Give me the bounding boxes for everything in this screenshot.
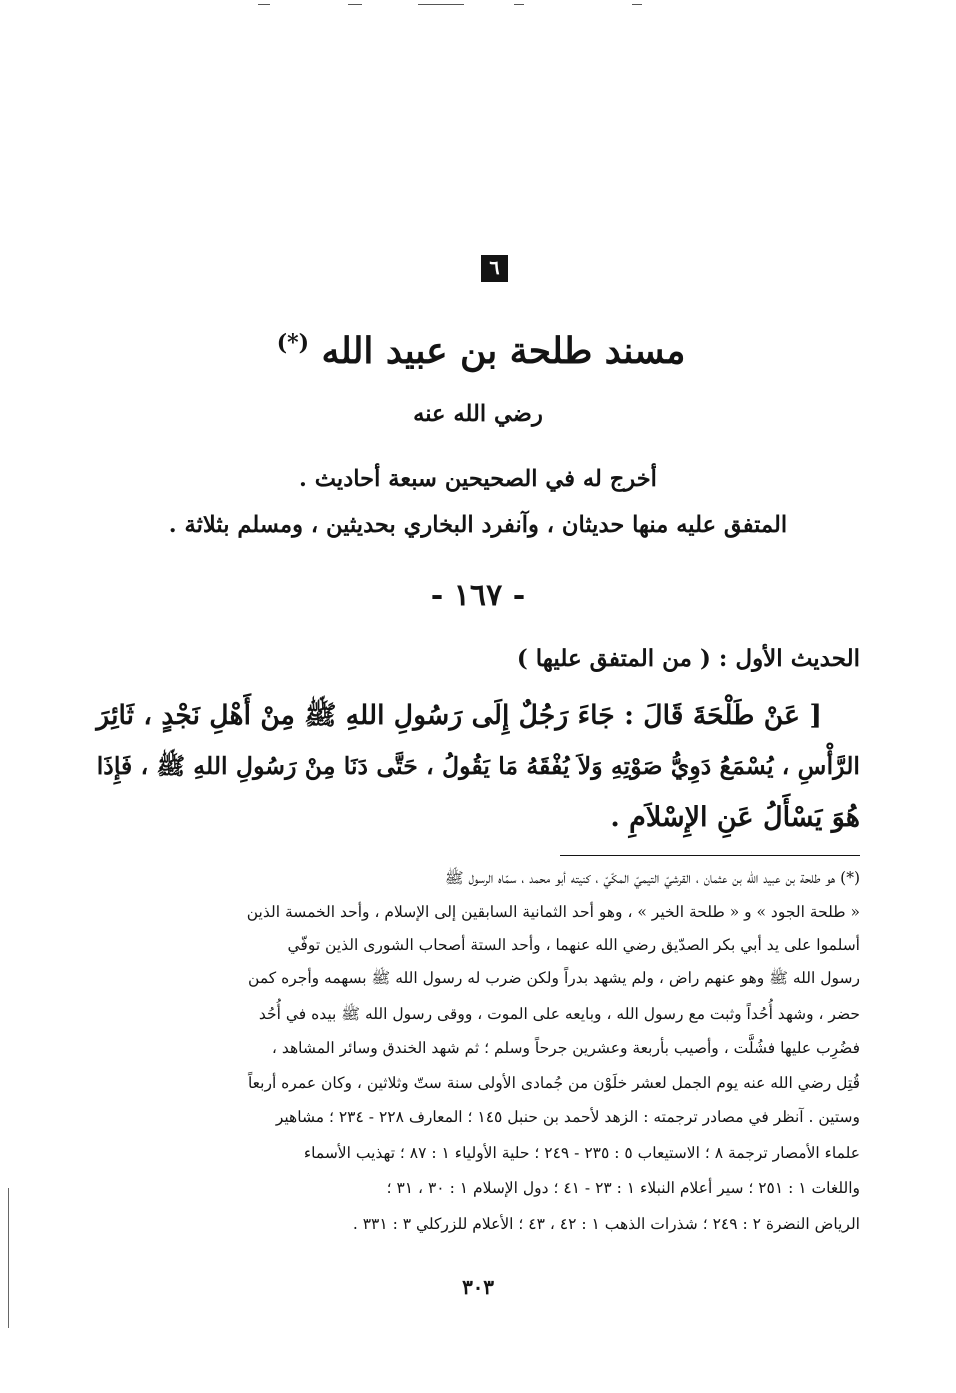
scan-mark-rule: [418, 4, 464, 5]
footnote-separator: [560, 855, 860, 856]
hadith-text-line: هُوَ يَسْأَلُ عَنِ الإِسْلاَمِ .: [610, 802, 860, 833]
footnote-line: واللغات ١ : ٢٥١ ؛ سير أعلام النبلاء ١ : ٢٣ - ٤١ ؛ دول الإسلام ١ : ٣٠ ، ٣١ ؛: [386, 1179, 860, 1197]
scan-edge-line: [8, 1188, 9, 1328]
footnote-line: فضُرِب عليها فشُلَّت ، وأصيب بأربعة وعشرين جرحاً وسلم ؛ ثم شهد الخندق وسائر المشاهد ،: [271, 1039, 860, 1057]
hadith-number: - ١٦٧ -: [430, 578, 526, 613]
footnote-line: « طلحة الجود » و « طلحة الخير » ، وهو أحد الثمانية السابقين إلى الإسلام ، وأحد الخمسة الذين: [246, 903, 860, 921]
footnote-line: أسلموا على يد أبي بكر الصدّيق رضي الله عنهما ، وأحد الستة أصحاب الشورى الذين توفّي: [287, 936, 860, 954]
footnote-line: (*) هو طلحة بن عبيد الله بن عثمان ، القرشيّ التيميّ المكّيّ ، كنيته أبو محمد ، سمّاه الرسول ﷺ: [444, 869, 860, 887]
title-text: مسند طلحة بن عبيد الله: [321, 329, 686, 372]
footnote-line: حضر ، وشهد أُحُداً وثبت مع رسول الله ، وبايعه على الموت ، ووقى رسول الله ﷺ بيده في أُحُد: [258, 1005, 860, 1023]
footnote-line: رسول الله ﷺ وهو عنهم راض ، ولم يشهد بدراً ولكن ضرب له رسول الله ﷺ بسهمه وأجره كمن: [248, 969, 860, 987]
title-footnote-marker: (*): [276, 330, 310, 356]
footnote-line: الرياض النضرة ٢ : ٢٤٩ ؛ شذرات الذهب ١ : ٤٢ ، ٤٣ ؛ الأعلام للزركلي ٣ : ٣٣١ .: [352, 1215, 860, 1233]
hadith-text-line: الرَّأْسِ ، يُسْمَعُ دَوِيُّ صَوْتِهِ وَلاَ يُفْقَهُ مَا يَقُولُ ، حَتَّى دَنَا مِنْ رَسُولِ اللهِ ﷺ ، فَإِذَا: [96, 752, 860, 780]
scan-mark-rule: [258, 4, 270, 5]
page-title: [0, 318, 956, 376]
intro-line: أخرج له في الصحيحين سبعة أحاديث .: [299, 466, 657, 492]
page-number: ٣٠٣: [462, 1275, 494, 1299]
page-subtitle: رضي الله عنه: [413, 401, 543, 427]
chapter-number-badge: ٦: [481, 255, 508, 282]
hadith-heading: الحديث الأول : ( من المتفق عليها ): [516, 645, 860, 672]
intro-line: المتفق عليه منها حديثان ، وآنفرد البخاري بحديثين ، ومسلم بثلاثة .: [168, 512, 788, 538]
scan-mark-rule: [514, 4, 524, 5]
footnote-line: وستين . آنظر في مصادر ترجمته : الزهد لأحمد بن حنبل ١٤٥ ؛ المعارف ٢٢٨ - ٢٣٤ ؛ مشاهير: [275, 1108, 860, 1126]
footnote-line: علماء الأمصار ترجمة ٨ ؛ الاستيعاب ٥ : ٢٣٥ - ٢٤٩ ؛ حلية الأولياء ١ : ٨٧ ؛ تهذيب الأسماء: [303, 1144, 860, 1162]
hadith-text-line: [ عَنْ طَلْحَةَ قَالَ : جَاءَ رَجُلٌ إِلَى رَسُولِ اللهِ ﷺ مِنْ أَهْلِ نَجْدٍ ، ثَائِرَ: [96, 700, 822, 731]
footnote-line: قُتِل رضي الله عنه يوم الجمل لعشر خلَوْن من جُمادى الأولى سنة ستّ وثلاثين ، وكان عمره أربعاً: [247, 1074, 860, 1092]
scan-mark-rule: [632, 4, 642, 5]
scan-mark-rule: [348, 4, 362, 5]
